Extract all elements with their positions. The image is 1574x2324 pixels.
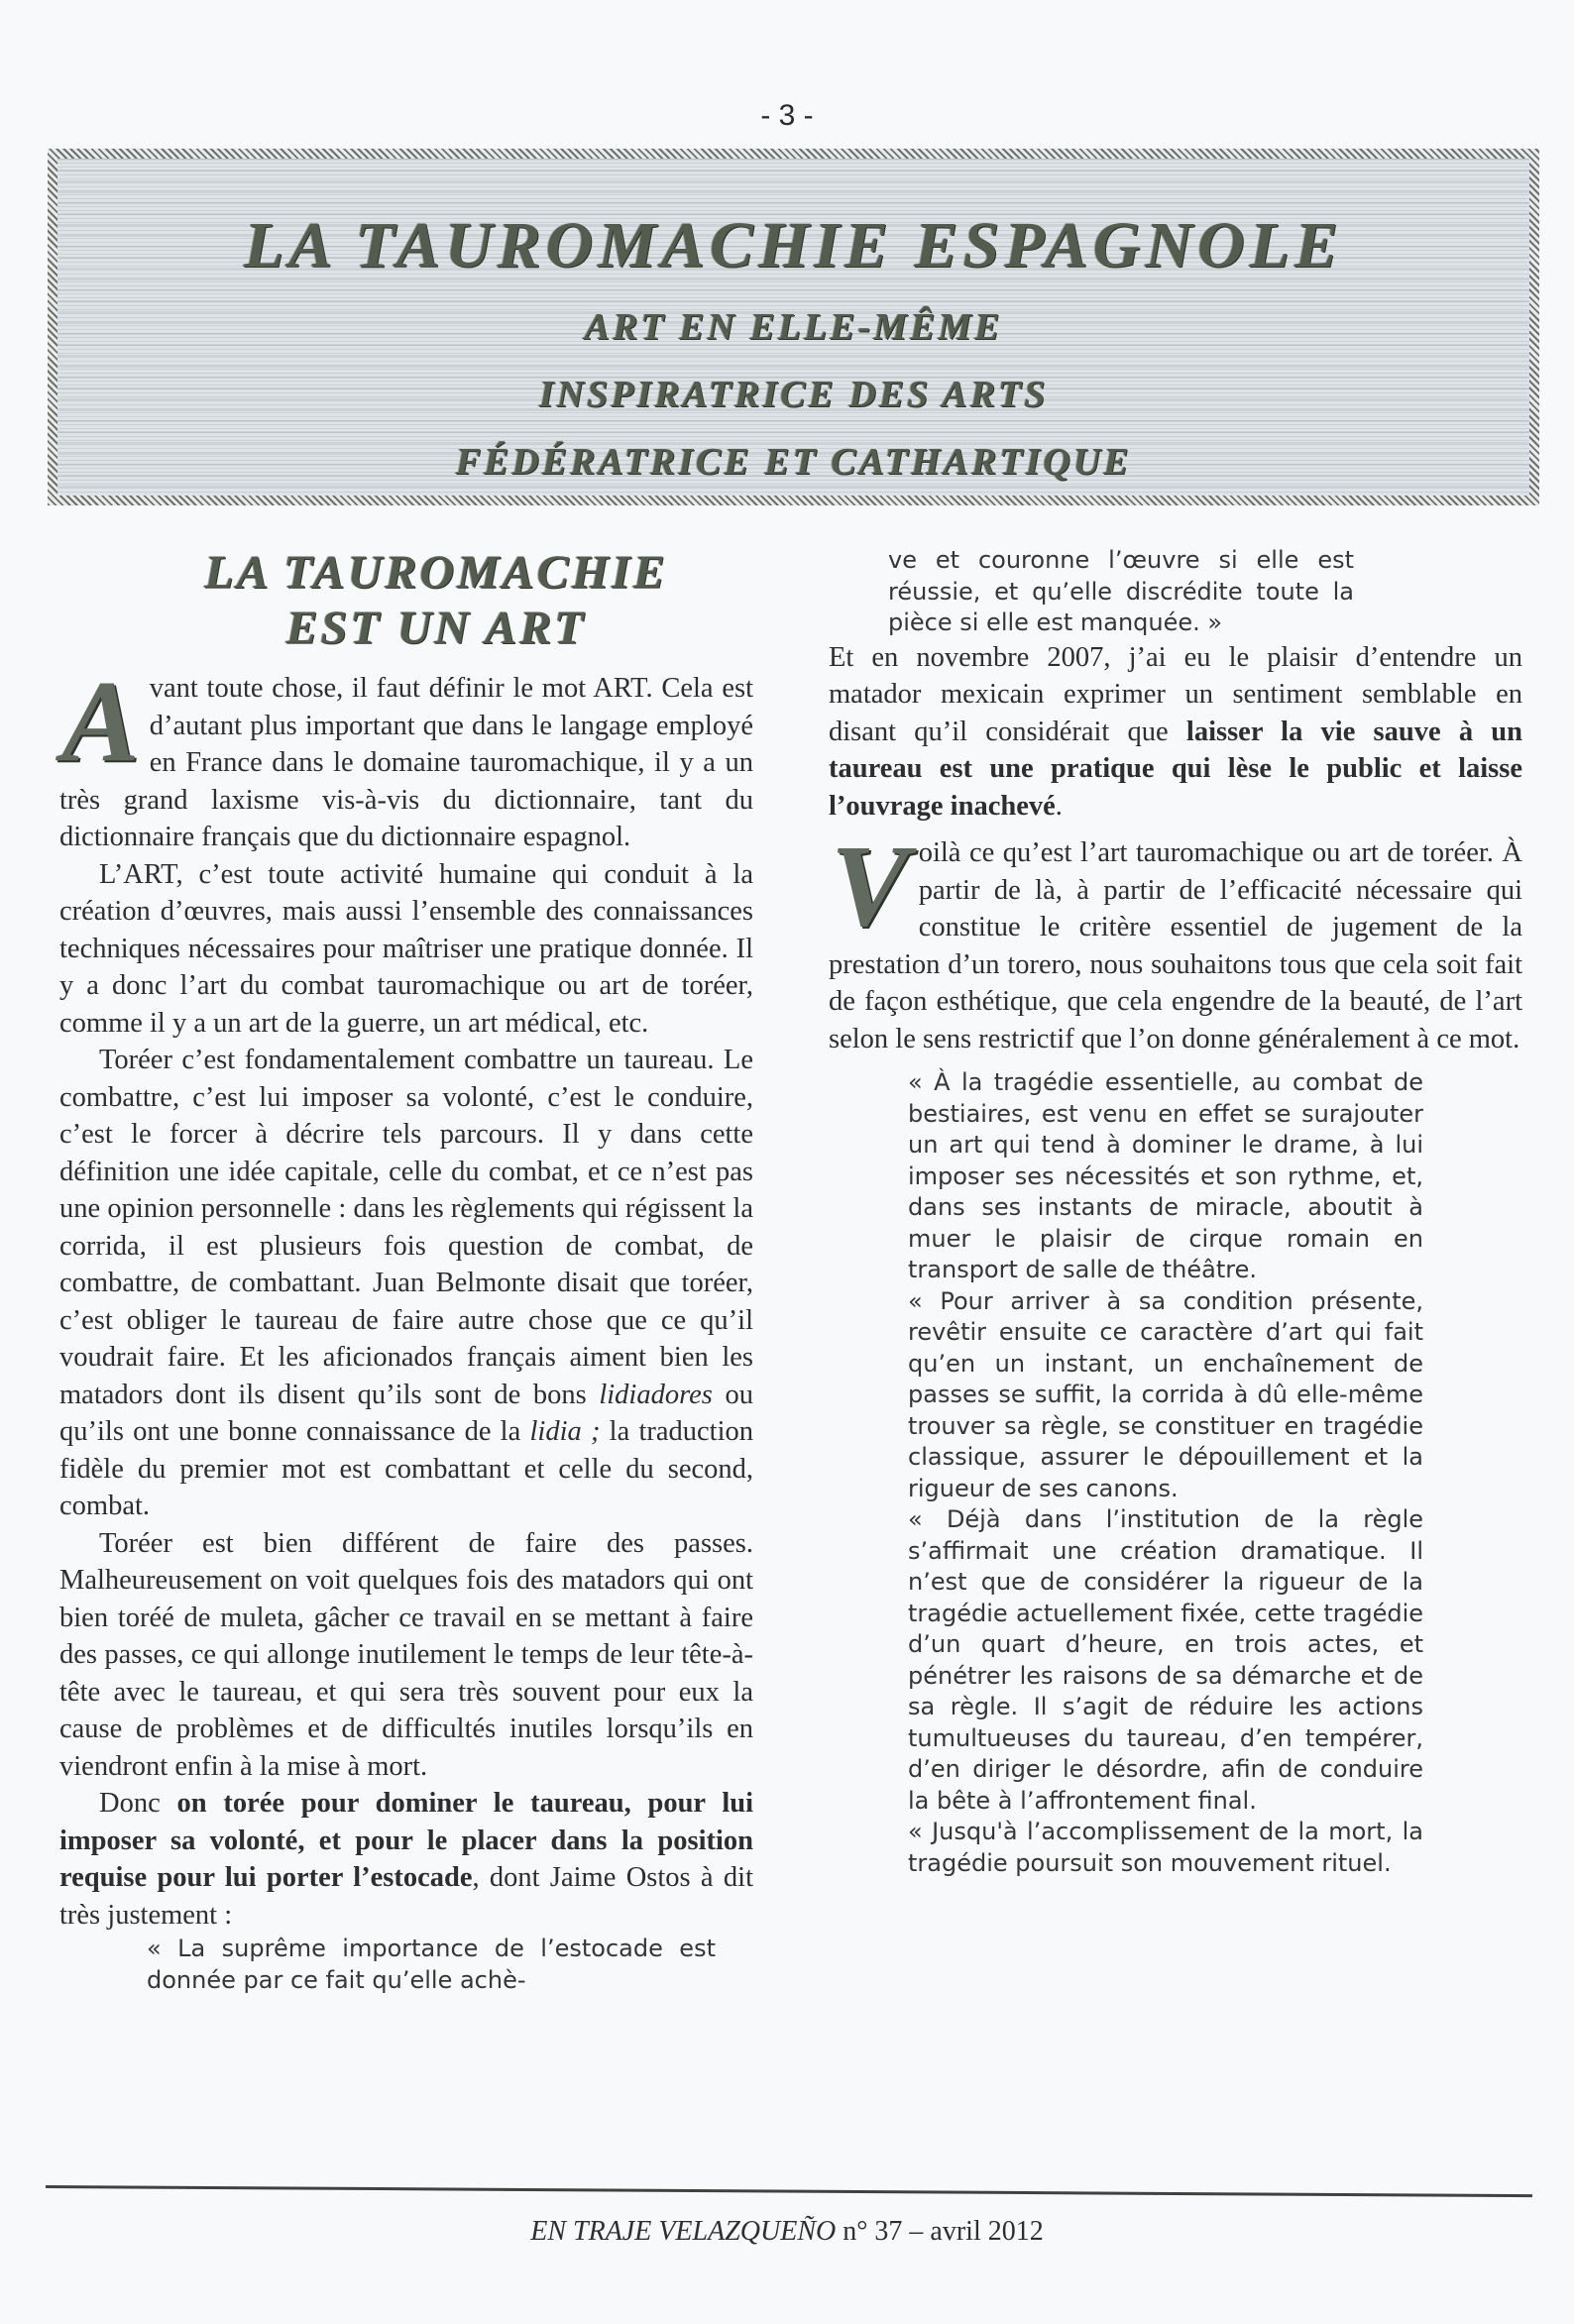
quote-mort: « Jusqu'à l’accomplissement de la mort, la tragédie poursuit son mouvement rituel. — [908, 1818, 1423, 1877]
paragraph-toreer-combat — [59, 1042, 753, 1525]
text-span: ou qu’ils ont une bonne connaissance de la — [59, 1379, 754, 1447]
issue-info: n° 37 – avril 2012 — [836, 2216, 1044, 2247]
right-column — [829, 545, 1522, 1879]
publication-name: EN TRAJE VELAZQUEÑO — [530, 2216, 837, 2247]
dropcap-a: A — [61, 656, 140, 786]
section-title — [119, 545, 753, 656]
section-title-line-1: LA TAUROMACHIE — [204, 546, 668, 599]
banner-subtitle-3: FÉDÉRATRICE ET CATHARTIQUE — [455, 441, 1132, 483]
banner-subtitle-2: INSPIRATRICE DES ARTS — [538, 374, 1049, 415]
dropcap-v: V — [831, 821, 909, 950]
section-title-line-2: EST UN ART — [285, 602, 587, 654]
italic-lidia: lidia ; — [529, 1416, 601, 1447]
quote-regle: « Déjà dans l’institution de la règle s’affirmait une création dramatique. Il n’est que de considérer la rigueur de la tragédie actuellement fixée, cette tragédie d’un quart d’heure, en trois actes, et pénétrer les raisons de sa démarche et de sa règle. Il s’agit de réduire les actions tumultueuses du taureau, d’en tempérer, d’en diriger le désordre, afin de conduire la bête à l’affrontement final. — [908, 1505, 1423, 1815]
text-span: . — [1055, 790, 1063, 822]
bold-emphasis: on torée pour dominer le taureau, pour lui imposer sa volonté, et pour le placer dans la position requise pour lui porter l’estocade — [59, 1788, 754, 1893]
text-span: Donc — [99, 1788, 177, 1819]
text-span: , dont Jaime Ostos à dit très justement : — [59, 1862, 753, 1931]
bold-emphasis: laisser la vie sauve à un taureau est une pratique qui lèse le public et laisse l’ouvrage inachevé — [829, 716, 1522, 822]
text-span: Toréer c’est fondamentalement combattre un taureau. Le combattre, c’est lui imposer sa volonté, c’est le conduire, c’est le forcer à décrire tels parcours. Il y dans cette définition une idée capitale, celle du combat, et ce n’est pas une opinion personnelle : dans les règlements qui régissent la corrida, il est plusieurs fois question de combat, de combattre, de combattant. Juan Belmonte disait que toréer, c’est obliger le taureau de faire autre chose que ce qu’il voudrait faire. Et les aficionados français aiment bien les matadors dont ils disent qu’ils sont de bons — [59, 1045, 753, 1410]
text-span: Et en novembre 2007, j’ai eu le plaisir d’entendre un matador mexicain exprimer un sentiment semblable en disant qu’il considérait que — [829, 641, 1522, 747]
paragraph-intro-text: vant toute chose, il faut définir le mot ART. Cela est d’autant plus important que dans le langage employé en France dans le domaine tauromachique, il y a un très grand laxisme vis-à-vis du dictionnaire, tant du dictionnaire français que du dictionnaire espagnol. — [59, 673, 753, 852]
paragraph-voila — [829, 821, 1522, 1057]
quote-ostos-start: « La suprême importance de l’estocade est donnée par ce fait qu’elle achè- — [147, 1935, 716, 1994]
paragraph-passes: Toréer est bien différent de faire des passes. Malheureusement on voit quelques fois des matadors qui ont bien toréé de muleta, gâcher ce travail en se mettant à faire des passes, ce qui allonge inutilement le temps de leur tête-à-tête avec le taureau, et qui sera très souvent pour eux la cause de problèmes et de difficultés inutiles lorsqu’ils en viendront enfin à la mise à mort. — [59, 1527, 753, 1782]
paragraph-voila-text: oilà ce qu’est l’art tauromachique ou art de toréer. À partir de là, à partir de l’efficacité nécessaire qui constitue le critère essentiel de jugement de la prestation d’un torero, nous souhaitons tous que cela soit fait de façon esthétique, que cela engendre de la beauté, de l’art selon le sens restrictif que l’on donne généralement à ce mot. — [829, 837, 1522, 1054]
footer-divider — [46, 2185, 1532, 2197]
quote-tragedie: « À la tragédie essentielle, au combat de bestiaires, est venu en effet se surajouter un art qui tend à dominer le drame, à lui imposer ses nécessités et son rythme, et, dans ses instants de miracle, aboutit à muer le plaisir de cirque romain en transport de salle de théâtre. — [908, 1068, 1423, 1283]
banner-subtitle-1: ART EN ELLE-MÊME — [584, 306, 1003, 348]
quote-condition: « Pour arriver à sa condition présente, revêtir ensuite ce caractère d’art qui fait qu’en un instant, un enchaînement de passes se suffit, la corrida à dû elle-même trouver sa règle, se constituer en tragédie classique, assurer le dépouillement et la rigueur de ses canons. — [908, 1286, 1423, 1502]
footer — [0, 2216, 1574, 2248]
quote-ostos-end: ve et couronne l’œuvre si elle est réussie, et qu’elle discrédite toute la pièce si elle est manquée. » — [888, 546, 1354, 636]
text-span: la traduction fidèle du premier mot est combattant et celle du second, combat. — [59, 1416, 754, 1521]
paragraph-intro — [59, 656, 753, 856]
paragraph-dominer — [59, 1785, 753, 1934]
left-column — [59, 545, 753, 1996]
banner-title: LA TAUROMACHIE ESPAGNOLE — [243, 209, 1343, 281]
italic-lidiadores: lidiadores — [599, 1379, 713, 1410]
page-number: - 3 - — [760, 99, 814, 132]
title-banner — [48, 149, 1539, 505]
paragraph-art-definition: L’ART, c’est toute activité humaine qui conduit à la création d’œuvres, mais aussi l’ensemble des connaissances techniques nécessaires pour maîtriser une pratique donnée. Il y a donc l’art du combat tauromachique ou art de toréer, comme il y a un art de la guerre, un art médical, etc. — [59, 858, 753, 1039]
paragraph-mexicain — [829, 639, 1522, 826]
